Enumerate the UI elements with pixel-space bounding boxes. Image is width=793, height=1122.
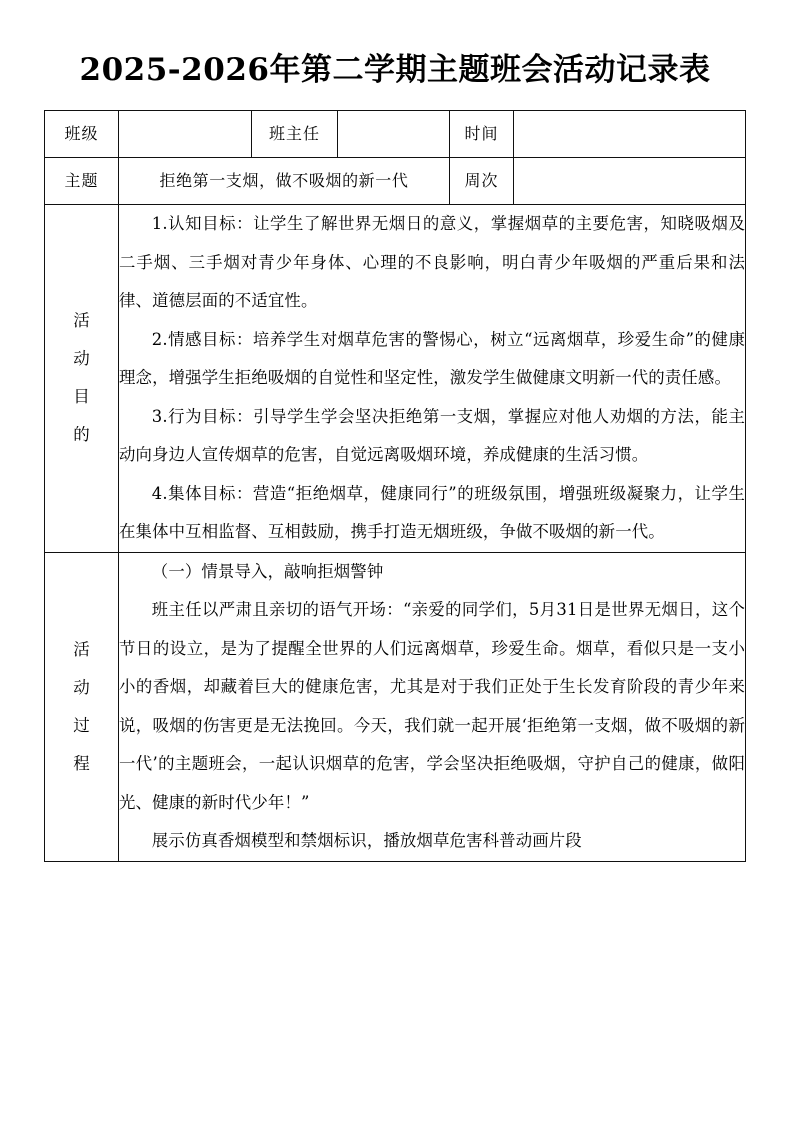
head-teacher-label: 班主任 (252, 111, 338, 158)
table-row-purpose (45, 205, 746, 553)
head-teacher-value[interactable] (338, 111, 450, 158)
process-content (119, 552, 746, 861)
process-paragraph: 班主任以严肃且亲切的语气开场：“亲爱的同学们，5月31日是世界无烟日，这个节日的设立，是为了提醒全世界的人们远离烟草，珍爱生命。烟草，看似只是一支小小的香烟，却藏着巨大的健康危害，尤其是对于我们正处于生长发育阶段的青少年来说，吸烟的伤害更是无法挽回。今天，我们就一起开展‘拒绝第一支烟，做不吸烟的新一代’的主题班会，一起认识烟草的危害，学会坚决拒绝吸烟，守护自己的健康，做阳光、健康的新时代少年！” (119, 600, 745, 812)
table-row-basic-info (45, 111, 746, 158)
time-label: 时间 (450, 111, 514, 158)
purpose-paragraph: 1.认知目标：让学生了解世界无烟日的意义，掌握烟草的主要危害，知晓吸烟及二手烟、三手烟对青少年身体、心理的不良影响，明白青少年吸烟的严重后果和法律、道德层面的不适宜性。 (119, 214, 745, 310)
week-value[interactable] (514, 158, 746, 205)
purpose-label (45, 205, 119, 553)
purpose-label-char: 的 (73, 425, 90, 445)
process-label-stack (45, 631, 118, 783)
process-paragraph: （一）情景导入，敲响拒烟警钟 (151, 561, 384, 581)
purpose-label-stack (45, 302, 118, 454)
process-label-char: 程 (73, 753, 90, 773)
class-label: 班级 (45, 111, 119, 158)
process-paragraph: 展示仿真香烟模型和禁烟标识，播放烟草危害科普动画片段 (151, 831, 582, 850)
purpose-content (119, 205, 746, 553)
purpose-label-char: 活 (73, 311, 90, 331)
purpose-label-char: 动 (73, 349, 90, 369)
theme-label: 主题 (45, 158, 119, 205)
table-row-process (45, 552, 746, 861)
time-value[interactable] (514, 111, 746, 158)
purpose-paragraph: 2.情感目标：培养学生对烟草危害的警惕心，树立“远离烟草，珍爱生命”的健康理念，增强学生拒绝吸烟的自觉性和坚定性，激发学生做健康文明新一代的责任感。 (119, 329, 745, 387)
purpose-paragraph: 3.行为目标：引导学生学会坚决拒绝第一支烟，掌握应对他人劝烟的方法，能主动向身边人宣传烟草的危害，自觉远离吸烟环境，养成健康的生活习惯。 (119, 406, 745, 464)
theme-value[interactable]: 拒绝第一支烟，做不吸烟的新一代 (119, 158, 450, 205)
activity-record-table (44, 110, 746, 862)
week-label: 周次 (450, 158, 514, 205)
class-value[interactable] (119, 111, 252, 158)
process-label (45, 552, 119, 861)
process-label-char: 过 (73, 715, 90, 735)
process-label-char: 活 (73, 639, 90, 659)
purpose-label-char: 目 (73, 387, 90, 407)
table-row-theme (45, 158, 746, 205)
process-label-char: 动 (73, 677, 90, 697)
purpose-paragraph: 4.集体目标：营造“拒绝烟草，健康同行”的班级氛围，增强班级凝聚力，让学生在集体中互相监督、互相鼓励，携手打造无烟班级，争做不吸烟的新一代。 (119, 483, 745, 541)
page-title: 2025-2026年第二学期主题班会活动记录表 (79, 52, 711, 88)
